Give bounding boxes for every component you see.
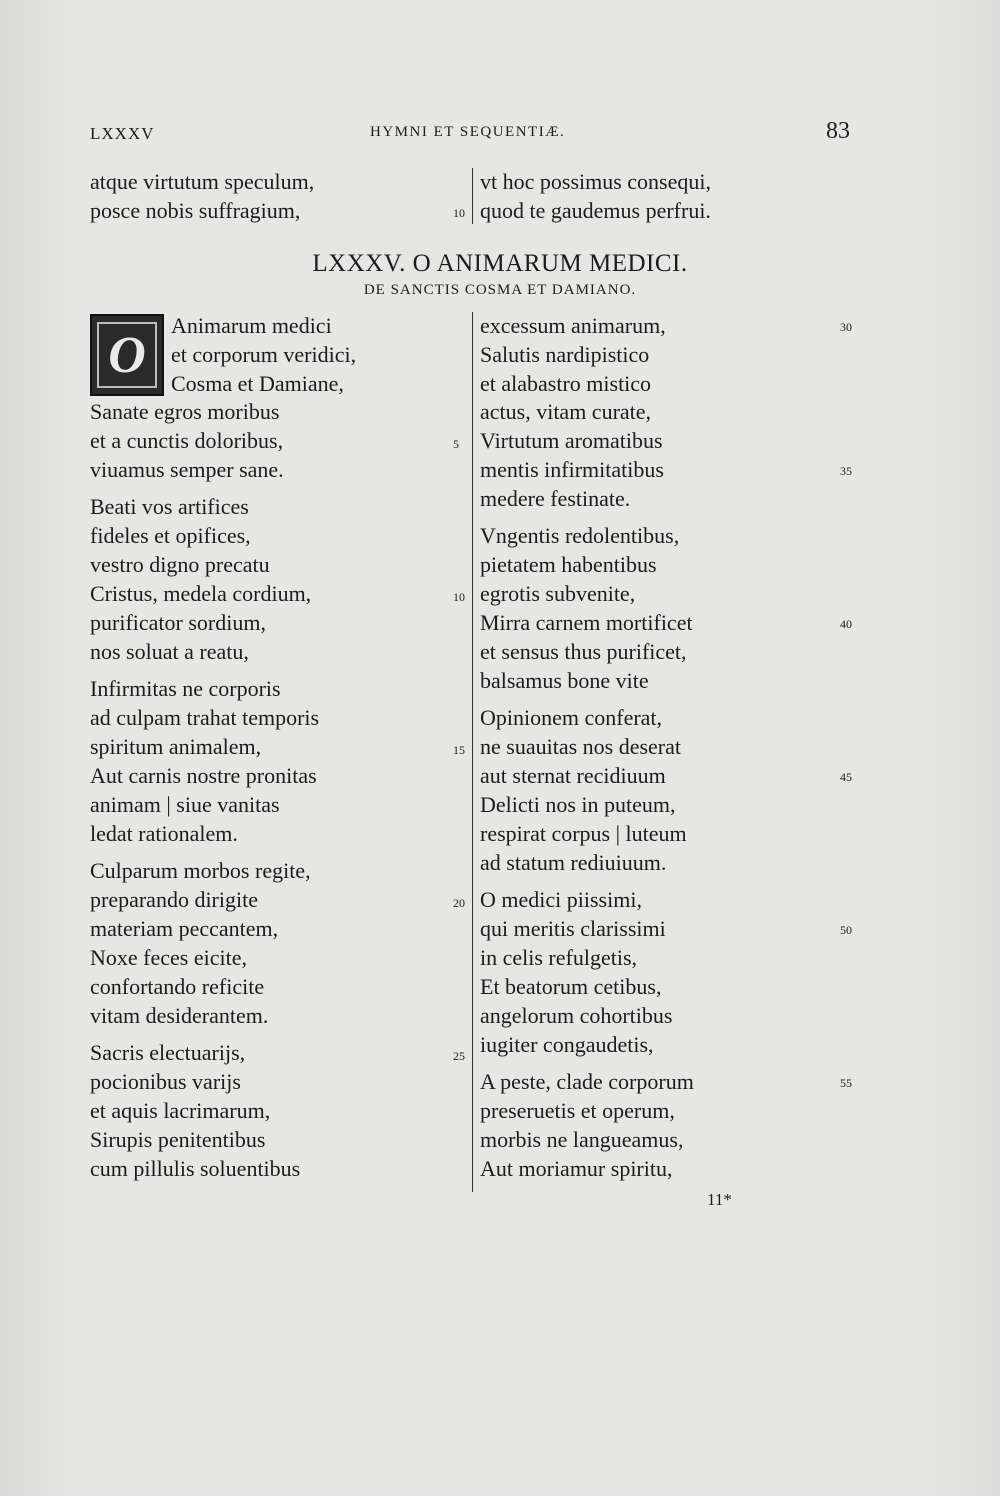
line-number: 55 xyxy=(840,1076,852,1090)
verse-line: vestro digno precatu xyxy=(90,552,270,577)
line-number: 10 xyxy=(453,206,465,220)
verse-line: Et beatorum cetibus, xyxy=(480,974,662,999)
verse-line: Infirmitas ne corporis xyxy=(90,676,281,701)
verse-line: qui meritis clarissimi xyxy=(480,916,666,941)
line-number: 45 xyxy=(840,770,852,784)
verse-line: purificator sordium, xyxy=(90,610,266,635)
page-number: 83 xyxy=(826,118,850,144)
verse-line: viuamus semper sane. xyxy=(90,457,284,482)
verse-line: ne suauitas nos deserat xyxy=(480,734,681,759)
verse-line: confortando reficite xyxy=(90,974,265,999)
verse-line: Vngentis redolentibus, xyxy=(480,523,680,548)
verse-line: medere festinate. xyxy=(480,486,631,511)
verse-line: actus, vitam curate, xyxy=(480,399,652,424)
verse-line: et aquis lacrimarum, xyxy=(90,1098,271,1123)
line-number: 20 xyxy=(453,896,465,910)
verse-line: Virtutum aromatibus xyxy=(480,428,663,453)
verse-line: et alabastro mistico xyxy=(480,371,652,396)
verse-line: vt hoc possimus consequi, xyxy=(480,169,711,194)
verse-line: Sanate egros moribus xyxy=(90,399,280,424)
verse-line: Salutis nardipistico xyxy=(480,342,650,367)
line-number: 25 xyxy=(453,1049,465,1063)
verse-line: iugiter congaudetis, xyxy=(480,1032,654,1057)
running-header xyxy=(90,118,850,148)
verse-line: et a cunctis doloribus, xyxy=(90,428,284,453)
line-number: 30 xyxy=(840,320,852,334)
initial-letter: O xyxy=(97,322,157,388)
verse-line: A peste, clade corporum xyxy=(480,1069,694,1094)
verse-line: et sensus thus purificet, xyxy=(480,639,687,664)
verse-line: excessum animarum, xyxy=(480,313,666,338)
verse-line: respirat corpus | luteum xyxy=(480,821,687,846)
verse-line: materiam peccantem, xyxy=(90,916,279,941)
line-number: 40 xyxy=(840,617,852,631)
verse-line: Mirra carnem mortificet xyxy=(480,610,693,635)
verse-line: O medici piissimi, xyxy=(480,887,642,912)
verse-line: posce nobis suffragium, xyxy=(90,198,301,223)
verse-line: ad statum rediuiuum. xyxy=(480,850,667,875)
signature-mark: 11* xyxy=(707,1190,732,1209)
verse-line: Sirupis penitentibus xyxy=(90,1127,266,1152)
verse-line: aut sternat recidiuum xyxy=(480,763,666,788)
hymn-subtitle: DE SANCTIS COSMA ET DAMIANO. xyxy=(363,282,637,298)
verse-line: Delicti nos in puteum, xyxy=(480,792,676,817)
verse-line: Culparum morbos regite, xyxy=(90,858,311,883)
hymn-title: LXXXV. O ANIMARUM MEDICI. xyxy=(312,250,688,277)
verse-line: Beati vos artifices xyxy=(90,494,249,519)
verse-line: Cristus, medela cordium, xyxy=(90,581,312,606)
verse-line: animam | siue vanitas xyxy=(90,792,280,817)
verse-line: fideles et opifices, xyxy=(90,523,251,548)
verse-line: preseruetis et operum, xyxy=(480,1098,675,1123)
verse-line: Sacris electuarijs, xyxy=(90,1040,246,1065)
verse-line: Animarum medici xyxy=(171,313,332,338)
verse-line: Aut moriamur spiritu, xyxy=(480,1156,673,1181)
verse-line: mentis infirmitatibus xyxy=(480,457,664,482)
verse-line: morbis ne langueamus, xyxy=(480,1127,684,1152)
verse-line: egrotis subvenite, xyxy=(480,581,636,606)
verse-line: nos soluat a reatu, xyxy=(90,639,249,664)
verse-line: pocionibus varijs xyxy=(90,1069,241,1094)
line-number: 5 xyxy=(453,437,459,451)
verse-line: Noxe feces eicite, xyxy=(90,945,247,970)
verse-line: atque virtutum speculum, xyxy=(90,169,315,194)
verse-line: in celis refulgetis, xyxy=(480,945,638,970)
line-number: 35 xyxy=(840,464,852,478)
verse-line: vitam desiderantem. xyxy=(90,1003,269,1028)
line-number: 10 xyxy=(453,590,465,604)
column-divider-top xyxy=(472,168,473,224)
verse-line: Opinionem conferat, xyxy=(480,705,663,730)
verse-line: Aut carnis nostre pronitas xyxy=(90,763,317,788)
column-divider-main xyxy=(472,312,473,1192)
verse-line: preparando dirigite xyxy=(90,887,258,912)
decorated-initial xyxy=(90,314,164,396)
verse-line: spiritum animalem, xyxy=(90,734,262,759)
verse-line: pietatem habentibus xyxy=(480,552,657,577)
verse-line: ad culpam trahat temporis xyxy=(90,705,320,730)
verse-line: balsamus bone vite xyxy=(480,668,649,693)
verse-line: angelorum cohortibus xyxy=(480,1003,673,1028)
line-number: 50 xyxy=(840,923,852,937)
header-title: HYMNI ET SEQUENTIÆ. xyxy=(370,124,566,140)
verse-line: quod te gaudemus perfrui. xyxy=(480,198,711,223)
verse-line: cum pillulis soluentibus xyxy=(90,1156,301,1181)
verse-line: Cosma et Damiane, xyxy=(171,371,344,396)
line-number: 15 xyxy=(453,743,465,757)
verse-line: ledat rationalem. xyxy=(90,821,238,846)
header-section-number: LXXXV xyxy=(90,124,155,143)
verse-line: et corporum veridici, xyxy=(171,342,357,367)
